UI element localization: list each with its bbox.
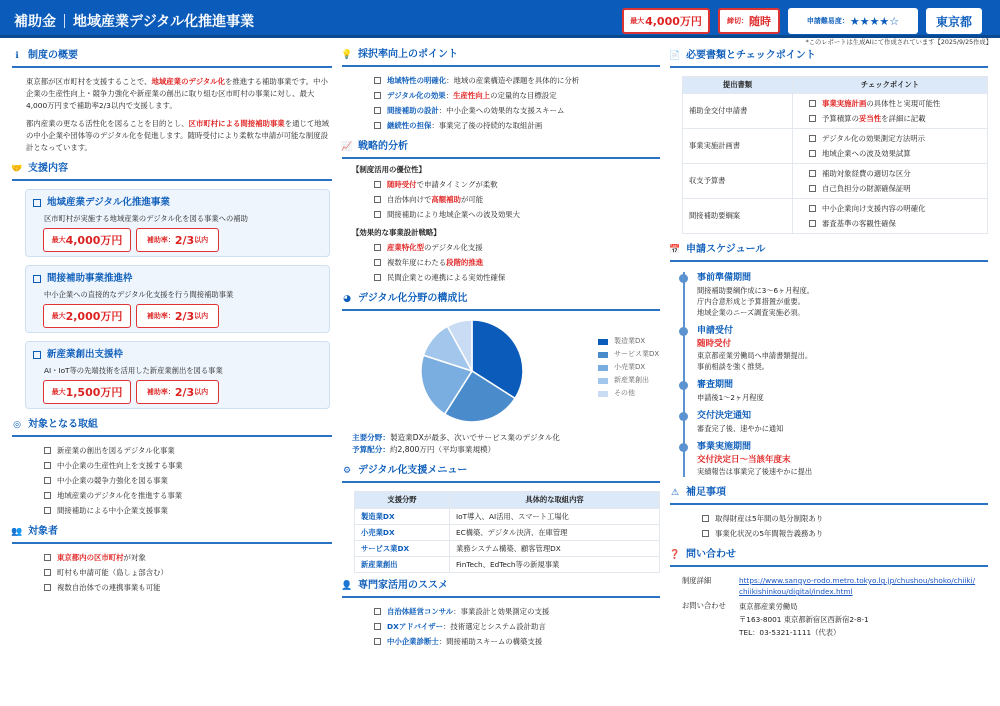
- overview-section: ℹ 制度の概要 東京都が区市町村を支援することで、地域産業のデジタル化を推進する補助事業です。中小企業の生産性向上・競争力強化や新産業の創出に取り組む区市町村の事業に対し、最大4,000万円まで補助率2/3以内で支援します。 都内産業の更なる活性化を図ることを目的とし、区市町村による間接補助事業を通じて地域の中小企業や団体等のデジタル化を促進します。随時受付により柔軟な申請が可能な制度設計となっています。: [12, 50, 332, 154]
- chart-line-icon: 📈: [341, 142, 353, 152]
- list-item: [374, 619, 660, 634]
- document-cell: 事業実施計画書: [683, 129, 793, 164]
- text-segment: が対象: [123, 553, 146, 562]
- rate-pill: 補助率： 2/3 以内: [136, 304, 219, 328]
- checkbox-icon: [44, 507, 51, 514]
- timeline-dot-icon: [679, 443, 688, 452]
- highlight-text: 生産性向上: [453, 91, 491, 100]
- checklist: [374, 604, 660, 649]
- document-icon: 📄: [669, 51, 681, 61]
- schedule-step: [697, 379, 988, 403]
- support-card: [25, 189, 330, 257]
- legend-swatch: [598, 391, 608, 397]
- text-segment: ：技術選定とシステム設計助言: [443, 622, 546, 631]
- text-segment: で申請タイミングが柔軟: [416, 180, 498, 189]
- checkbox-icon: [374, 259, 381, 266]
- checkbox-icon: [44, 447, 51, 454]
- legend-swatch: [598, 352, 608, 358]
- text-segment: 複数年度にわたる: [387, 258, 447, 267]
- list-item: [374, 88, 660, 103]
- content-cell: EC構築、デジタル決済、在庫管理: [450, 525, 660, 541]
- step-description: 実績報告は事業完了後速やかに提出: [697, 467, 813, 476]
- key-term: 間接補助の設計: [387, 106, 439, 115]
- checkbox-icon: [44, 477, 51, 484]
- table-row: [683, 164, 988, 199]
- rate-pill: 補助率： 2/3 以内: [136, 228, 219, 252]
- budget-text: 約2,800万円（平均事業規模）: [389, 445, 496, 454]
- text-segment: 審査基準の客観性確保: [822, 219, 896, 228]
- list-item: [374, 177, 660, 192]
- list-item: [44, 443, 332, 458]
- highlight-text: 地域産業のデジタル化: [151, 77, 225, 86]
- legend-label: 新産業創出: [614, 376, 649, 384]
- strategy-section: 📈 戦略的分析 【制度活用の優位性】 随時受付で申請タイミングが柔軟 自治体向けで高額補助が可能 間接補助により地域企業への波及効果大 【効果的な事業設計戦略】 産業特化型のデジタル化支援 複数年度にわたる段階的推進 民間企業との連携による実効性確保: [342, 141, 660, 285]
- deadline-badge: 締切： 随時: [718, 8, 780, 34]
- list-item: [374, 255, 660, 270]
- main-field-text: 製造業DXが最多、次いでサービス業のデジタル化: [389, 433, 561, 442]
- key-term: 自治体経営コンサル: [387, 607, 454, 616]
- header-bar: [0, 0, 1000, 38]
- contact-org: 東京都産業労働局: [739, 602, 798, 611]
- checkbox-icon: [44, 492, 51, 499]
- checkbox-icon: [374, 244, 381, 251]
- checkbox-icon: [809, 170, 816, 177]
- person-icon: 👤: [341, 581, 353, 591]
- schedule-step: [697, 272, 988, 318]
- calendar-icon: 📅: [669, 245, 681, 255]
- list-item: [374, 604, 660, 619]
- text-segment: 間接補助により地域企業への波及効果大: [387, 210, 521, 219]
- step-description: 東京都産業労働局へ申請書類提出。: [697, 351, 813, 360]
- timeline-dot-icon: [679, 381, 688, 390]
- checkbox-icon: [809, 135, 816, 142]
- schedule-section: 📅 申請スケジュール 事前準備期間 間接補助要綱作成に3〜6ヶ月程度。 庁内合意形成と予算措置が重要。 地域企業のニーズ調査実施必須。 申請受付 随時受付 東京都産業労働局へ申請書類提出。 事前相談を強く推奨。 審査期間 申請後1〜2ヶ月程度 交付決定通知 審査完了後、速やかに通知 事業実施期間 交付決定日〜当該年度末 実績報告は事業完了後速やかに提出: [670, 244, 988, 477]
- support-card: [25, 341, 330, 409]
- schedule-step: [697, 441, 988, 477]
- highlight-text: 産業特化型: [387, 243, 424, 252]
- legend-label: サービス業DX: [614, 350, 660, 358]
- column-header: 支援分野: [355, 492, 450, 509]
- checklist: [374, 177, 660, 222]
- text-segment: 新産業の創出を図るデジタル化事業: [57, 446, 175, 455]
- users-icon: 👥: [11, 527, 23, 537]
- checklist: [702, 511, 988, 541]
- checkbox-icon: [44, 462, 51, 469]
- legend-label: 製造業DX: [614, 337, 646, 345]
- step-description: 申請後1〜2ヶ月程度: [697, 393, 764, 402]
- checkbox-icon: [809, 220, 816, 227]
- warning-icon: ⚠: [670, 488, 680, 498]
- text-segment: ：中小企業への効果的な支援スキーム: [438, 106, 565, 115]
- list-item: [374, 73, 660, 88]
- overview-paragraph: [26, 118, 332, 154]
- checklist: [809, 131, 981, 161]
- list-item: [44, 565, 332, 580]
- list-item: [809, 111, 981, 126]
- checkbox-icon: [33, 199, 41, 207]
- text-segment: のデジタル化支援: [423, 243, 483, 252]
- text-segment: ：事業完了後の持続的な取組計画: [431, 121, 543, 130]
- key-term: 中小企業診断士: [387, 637, 439, 646]
- table-row: [683, 129, 988, 164]
- handshake-icon: 🤝: [11, 164, 23, 174]
- documents-table: [682, 76, 988, 234]
- title-text: 地域産業デジタル化推進事業: [73, 14, 255, 30]
- text-segment: 予算積算の: [822, 114, 859, 123]
- checkbox-icon: [809, 205, 816, 212]
- table-row: [683, 199, 988, 234]
- contact-address: 〒163-8001 東京都新宿区西新宿2-8-1: [739, 615, 869, 624]
- list-item: [44, 473, 332, 488]
- list-item: [374, 118, 660, 133]
- table-row: [355, 541, 660, 557]
- table-row: [355, 525, 660, 541]
- support-section: 🤝 支援内容 地域産業デジタル化推進事業 区市町村が実施する地域産業のデジタル化を図る事業への補助 最大 4,000万円 補助率： 2/3 以内 間接補助事業推進枠 中小企業への直接的なデジタル化支援を行う間接補助事業 最大 2,000万円 補助率： 2/3 以内 新産業創出支援枠 AI・IoT等の先端技術を活用した新産業創出を図る事業 最大 1,500万円 補助率： 2/3 以内: [12, 163, 332, 409]
- legend-swatch: [598, 365, 608, 371]
- highlight-text: 事業実施計画: [822, 99, 867, 108]
- timeline-dot-icon: [679, 412, 688, 421]
- schedule-step: [697, 410, 988, 434]
- text-segment: 中小企業向け支援内容の明確化: [822, 204, 926, 213]
- step-title: 交付決定通知: [697, 411, 752, 421]
- list-item: [374, 207, 660, 222]
- key-term: 継続性の担保: [387, 121, 432, 130]
- menu-section: ⚙ デジタル化支援メニュー 支援分野 具体的な取組内容 製造業DX IoT導入、AI活用、スマート工場化 小売業DX EC構築、デジタル決済、在庫管理 サービス業DX 業務システム構築、顧客管理DX 新産業創出 FinTech、EdTech等の新規事業: [342, 465, 660, 573]
- legend-item: [598, 387, 659, 400]
- legend-swatch: [598, 339, 608, 345]
- content-cell: FinTech、EdTech等の新規事業: [450, 557, 660, 573]
- checkbox-icon: [374, 196, 381, 203]
- step-highlight: 随時受付: [697, 339, 732, 349]
- checkbox-icon: [44, 569, 51, 576]
- lightbulb-icon: 💡: [341, 50, 353, 60]
- overview-paragraph: [26, 76, 332, 112]
- step-title: 事業実施期間: [697, 442, 752, 452]
- step-title: 申請受付: [697, 326, 734, 336]
- checklist: [44, 443, 332, 518]
- highlight-text: 高額補助: [431, 195, 461, 204]
- experts-section: 👤 専門家活用のススメ 自治体経営コンサル：事業設計と効果測定の支援 DXアドバイザー：技術選定とシステム設計助言 中小企業診断士：間接補助スキームの構築支援: [342, 580, 660, 649]
- region-badge: 東京都: [926, 8, 982, 34]
- rate-pill: 補助率： 2/3 以内: [136, 380, 219, 404]
- text-segment: 自己負担分の財源確保証明: [822, 184, 911, 193]
- highlight-text: 妥当性: [858, 114, 882, 123]
- pie-chart-icon: ◕: [343, 294, 351, 304]
- checklist: [809, 201, 981, 231]
- checkbox-icon: [809, 185, 816, 192]
- card-title: 地域産業デジタル化推進事業: [33, 197, 170, 209]
- highlight-text: 東京都内の区市町村: [57, 553, 124, 562]
- step-description: 間接補助要綱作成に3〜6ヶ月程度。: [697, 286, 814, 295]
- text-segment: 中小企業の生産性向上を支援する事業: [57, 461, 183, 470]
- list-item: [374, 240, 660, 255]
- list-item: [702, 526, 988, 541]
- legend-item: [598, 374, 659, 387]
- step-description: 地域企業のニーズ調査実施必須。: [697, 308, 805, 317]
- pie-legend: [598, 335, 659, 400]
- text-segment: 民間企業との連携による実効性確保: [387, 273, 506, 282]
- text-segment: 町村も申請可能（島しょ部含む）: [57, 568, 168, 577]
- list-item: [809, 181, 981, 196]
- text-segment: 地域産業のデジタル化を推進する事業: [57, 491, 183, 500]
- list-item: [44, 488, 332, 503]
- text-segment: が可能: [460, 195, 484, 204]
- highlight-text: 随時受付: [387, 180, 417, 189]
- column-header: チェックポイント: [793, 77, 988, 94]
- budget-label: 予算配分：: [352, 445, 390, 454]
- step-description: 庁内合意形成と予算措置が重要。: [697, 297, 805, 306]
- checkbox-icon: [374, 107, 381, 114]
- text-segment: ：事業設計と効果測定の支援: [453, 607, 550, 616]
- legend-label: 小売業DX: [614, 363, 646, 371]
- support-card: [25, 265, 330, 333]
- list-item: [809, 216, 981, 231]
- category-label: 補助金: [14, 14, 56, 30]
- checklist: [374, 73, 660, 133]
- content-cell: 業務システム構築、顧客管理DX: [450, 541, 660, 557]
- document-cell: 収支予算書: [683, 164, 793, 199]
- max-amount-badge: 最大 4,000万円: [622, 8, 710, 34]
- contact-section: ❓ 問い合わせ 制度詳細 https://www.sangyo-rodo.metro.tokyo.lg.jp/chushou/shoko/chiiki/chiikishinkou/digital/index.html お問い合わせ 東京都産業労働局 〒163-8001 東京都新宿区西新宿2-8-1 TEL：03-5321-1111（代表）: [670, 549, 988, 639]
- list-item: [809, 131, 981, 146]
- checkbox-icon: [809, 100, 816, 107]
- list-item: [809, 146, 981, 161]
- page-title: [14, 11, 254, 31]
- column-header: 具体的な取組内容: [450, 492, 660, 509]
- field-cell: サービス業DX: [355, 541, 450, 557]
- list-item: [44, 580, 332, 595]
- checklist: [809, 96, 981, 126]
- text-segment: 補助対象経費の適切な区分: [822, 169, 911, 178]
- text-segment: 自治体向けで: [387, 195, 432, 204]
- field-cell: 新産業創出: [355, 557, 450, 573]
- checkbox-icon: [44, 554, 51, 561]
- key-term: デジタル化の効果: [387, 91, 446, 100]
- list-item: [44, 503, 332, 518]
- max-amount-pill: 最大 4,000万円: [43, 228, 131, 252]
- checkbox-icon: [374, 623, 381, 630]
- schedule-step: [697, 325, 988, 372]
- checklist: [44, 550, 332, 595]
- checkbox-icon: [374, 77, 381, 84]
- text-segment: の定量的な目標設定: [490, 91, 557, 100]
- card-title: 間接補助事業推進枠: [33, 273, 133, 285]
- checkbox-icon: [33, 275, 41, 283]
- target-icon: ◎: [13, 420, 21, 430]
- field-cell: 製造業DX: [355, 509, 450, 525]
- document-cell: 間接補助要綱案: [683, 199, 793, 234]
- list-item: [809, 96, 981, 111]
- checkbox-icon: [374, 274, 381, 281]
- main-field-label: 主要分野：: [352, 433, 390, 442]
- list-item: [44, 458, 332, 473]
- text-segment: を詳細に記載: [881, 114, 926, 123]
- gears-icon: ⚙: [342, 466, 352, 476]
- checkbox-icon: [702, 530, 709, 537]
- info-icon: ℹ: [15, 51, 19, 61]
- composition-section: ◕ デジタル化分野の構成比 製造業DX サービス業DX 小売業DX 新産業創出 その他 主要分野：製造業DXが最多、次いでサービス業のデジタル化 予算配分：約2,800万円（平均事業規模）: [343, 293, 660, 454]
- text-segment: 間接補助による中小企業支援事業: [57, 506, 168, 515]
- table-row: [355, 557, 660, 573]
- content-cell: IoT導入、AI活用、スマート工場化: [450, 509, 660, 525]
- text-segment: 地域企業への波及効果試算: [822, 149, 911, 158]
- step-description: 事前相談を強く推奨。: [697, 362, 769, 371]
- step-highlight: 交付決定日〜当該年度末: [697, 455, 791, 465]
- text-segment: 複数自治体での連携事業も可能: [57, 583, 161, 592]
- field-cell: 小売業DX: [355, 525, 450, 541]
- text-segment: を通じて地域の中小企業や団体等のデジタル化を促進します。随時受付により柔軟な申請が可能な制度設計となっています。: [26, 119, 330, 152]
- composition-pie-chart: [342, 313, 592, 429]
- text-segment: の具体性と実現可能性: [866, 99, 941, 108]
- checkbox-icon: [374, 638, 381, 645]
- text-segment: 都内産業の更なる活性化を図ることを目的とし、: [26, 119, 189, 128]
- highlight-text: 段階的推進: [446, 258, 484, 267]
- strategy-subheading: 【制度活用の優位性】: [352, 165, 426, 174]
- menu-table: [354, 491, 660, 573]
- ai-note: *このレポートは生成AIにて作成されています【2025/9/25作成】: [805, 39, 992, 46]
- list-item: [374, 192, 660, 207]
- strategy-subheading: 【効果的な事業設計戦略】: [352, 228, 441, 237]
- card-description: 区市町村が実施する地域産業のデジタル化を図る事業への補助: [44, 214, 248, 223]
- checkbox-icon: [374, 211, 381, 218]
- table-row: [355, 509, 660, 525]
- max-amount-pill: 最大 1,500万円: [43, 380, 131, 404]
- text-segment: を推進する補助事業です。中小企業の生産性向上・競争力強化や新産業の創出に取り組む区市町村の事業に対し、最大4,000万円まで補助率2/3以内で支援します。: [26, 77, 328, 110]
- key-term: DXアドバイザー: [387, 622, 444, 631]
- checkbox-icon: [44, 584, 51, 591]
- card-title: 新産業創出支援枠: [33, 349, 123, 361]
- max-amount-pill: 最大 2,000万円: [43, 304, 131, 328]
- text-segment: ：地域の産業構造や課題を具体的に分析: [446, 76, 580, 85]
- notes-section: ⚠ 補足事項 取得財産は5年間の処分制限あり 事業化状況の5年間報告義務あり: [670, 487, 988, 541]
- list-item: [809, 201, 981, 216]
- text-segment: デジタル化の効果測定方法明示: [822, 134, 926, 143]
- text-segment: 事業化状況の5年間報告義務あり: [715, 529, 824, 538]
- text-segment: ：: [445, 91, 454, 100]
- table-row: [683, 94, 988, 129]
- list-item: [374, 634, 660, 649]
- checkbox-icon: [702, 515, 709, 522]
- difficulty-badge: 申請難易度： ★★★★☆: [788, 8, 918, 34]
- list-item: [374, 270, 660, 285]
- legend-swatch: [598, 378, 608, 384]
- card-description: AI・IoT等の先端技術を活用した新産業創出を図る事業: [44, 366, 223, 375]
- key-term: 地域特性の明確化: [387, 76, 447, 85]
- step-title: 審査期間: [697, 380, 734, 390]
- eligible-section: 👥 対象者 東京都内の区市町村が対象 町村も申請可能（島しょ部含む） 複数自治体での連携事業も可能: [12, 526, 332, 595]
- checklist: [809, 166, 981, 196]
- timeline: [683, 272, 988, 477]
- checkbox-icon: [374, 608, 381, 615]
- column-header: 提出書類: [683, 77, 793, 94]
- document-cell: 補助金交付申請書: [683, 94, 793, 129]
- text-segment: ：間接補助スキームの構築支援: [438, 637, 543, 646]
- inquiry-label: お問い合わせ: [682, 601, 726, 610]
- card-description: 中小企業への直接的なデジタル化支援を行う間接補助事業: [44, 290, 234, 299]
- targets-section: ◎ 対象となる取組 新産業の創出を図るデジタル化事業 中小企業の生産性向上を支援する事業 中小企業の競争力強化を図る事業 地域産業のデジタル化を推進する事業 間接補助による中小企業支援事業: [12, 419, 332, 518]
- highlight-text: 区市町村による間接補助事業: [188, 119, 285, 128]
- checkbox-icon: [809, 150, 816, 157]
- step-title: 事前準備期間: [697, 273, 752, 283]
- checkbox-icon: [374, 122, 381, 129]
- text-segment: 中小企業の競争力強化を図る事業: [57, 476, 168, 485]
- detail-label: 制度詳細: [682, 576, 712, 585]
- legend-item: [598, 361, 659, 374]
- step-description: 審査完了後、速やかに通知: [697, 424, 784, 433]
- documents-section: 📄 必要書類とチェックポイント 提出書類 チェックポイント 補助金交付申請書 事業実施計画の具体性と実現可能性 予算積算の妥当性を詳細に記載 事業実施計画書 デジタル化の効果測定方法明示 地域企業への波及効果試算 収支予算書 補助対象経費の適切な区分 自己負担分の財源確保証明 間接補助要綱案 中小企業向け支援内容の明確化 審査基準の客観性確保: [670, 50, 988, 234]
- question-icon: ❓: [669, 550, 681, 560]
- legend-label: その他: [614, 389, 635, 397]
- checkbox-icon: [374, 92, 381, 99]
- text-segment: 取得財産は5年間の処分制限あり: [715, 514, 824, 523]
- list-item: [702, 511, 988, 526]
- checkbox-icon: [33, 351, 41, 359]
- list-item: [374, 103, 660, 118]
- legend-item: [598, 335, 659, 348]
- checkbox-icon: [374, 181, 381, 188]
- legend-item: [598, 348, 659, 361]
- list-item: [44, 550, 332, 565]
- detail-url-link[interactable]: https://www.sangyo-rodo.metro.tokyo.lg.jp/chushou/shoko/chiiki/chiikishinkou/digital/index.html: [739, 576, 976, 596]
- text-segment: 東京都が区市町村を支援することで、: [26, 77, 152, 86]
- star-rating: ★★★★☆: [849, 14, 900, 28]
- checklist: [374, 240, 660, 285]
- points-section: 💡 採択率向上のポイント 地域特性の明確化：地域の産業構造や課題を具体的に分析 デジタル化の効果：生産性向上の定量的な目標設定 間接補助の設計：中小企業への効果的な支援スキーム 継続性の担保：事業完了後の持続的な取組計画: [342, 49, 660, 133]
- contact-tel: TEL：03-5321-1111（代表）: [739, 628, 841, 637]
- checkbox-icon: [809, 115, 816, 122]
- timeline-dot-icon: [679, 327, 688, 336]
- timeline-dot-icon: [679, 274, 688, 283]
- list-item: [809, 166, 981, 181]
